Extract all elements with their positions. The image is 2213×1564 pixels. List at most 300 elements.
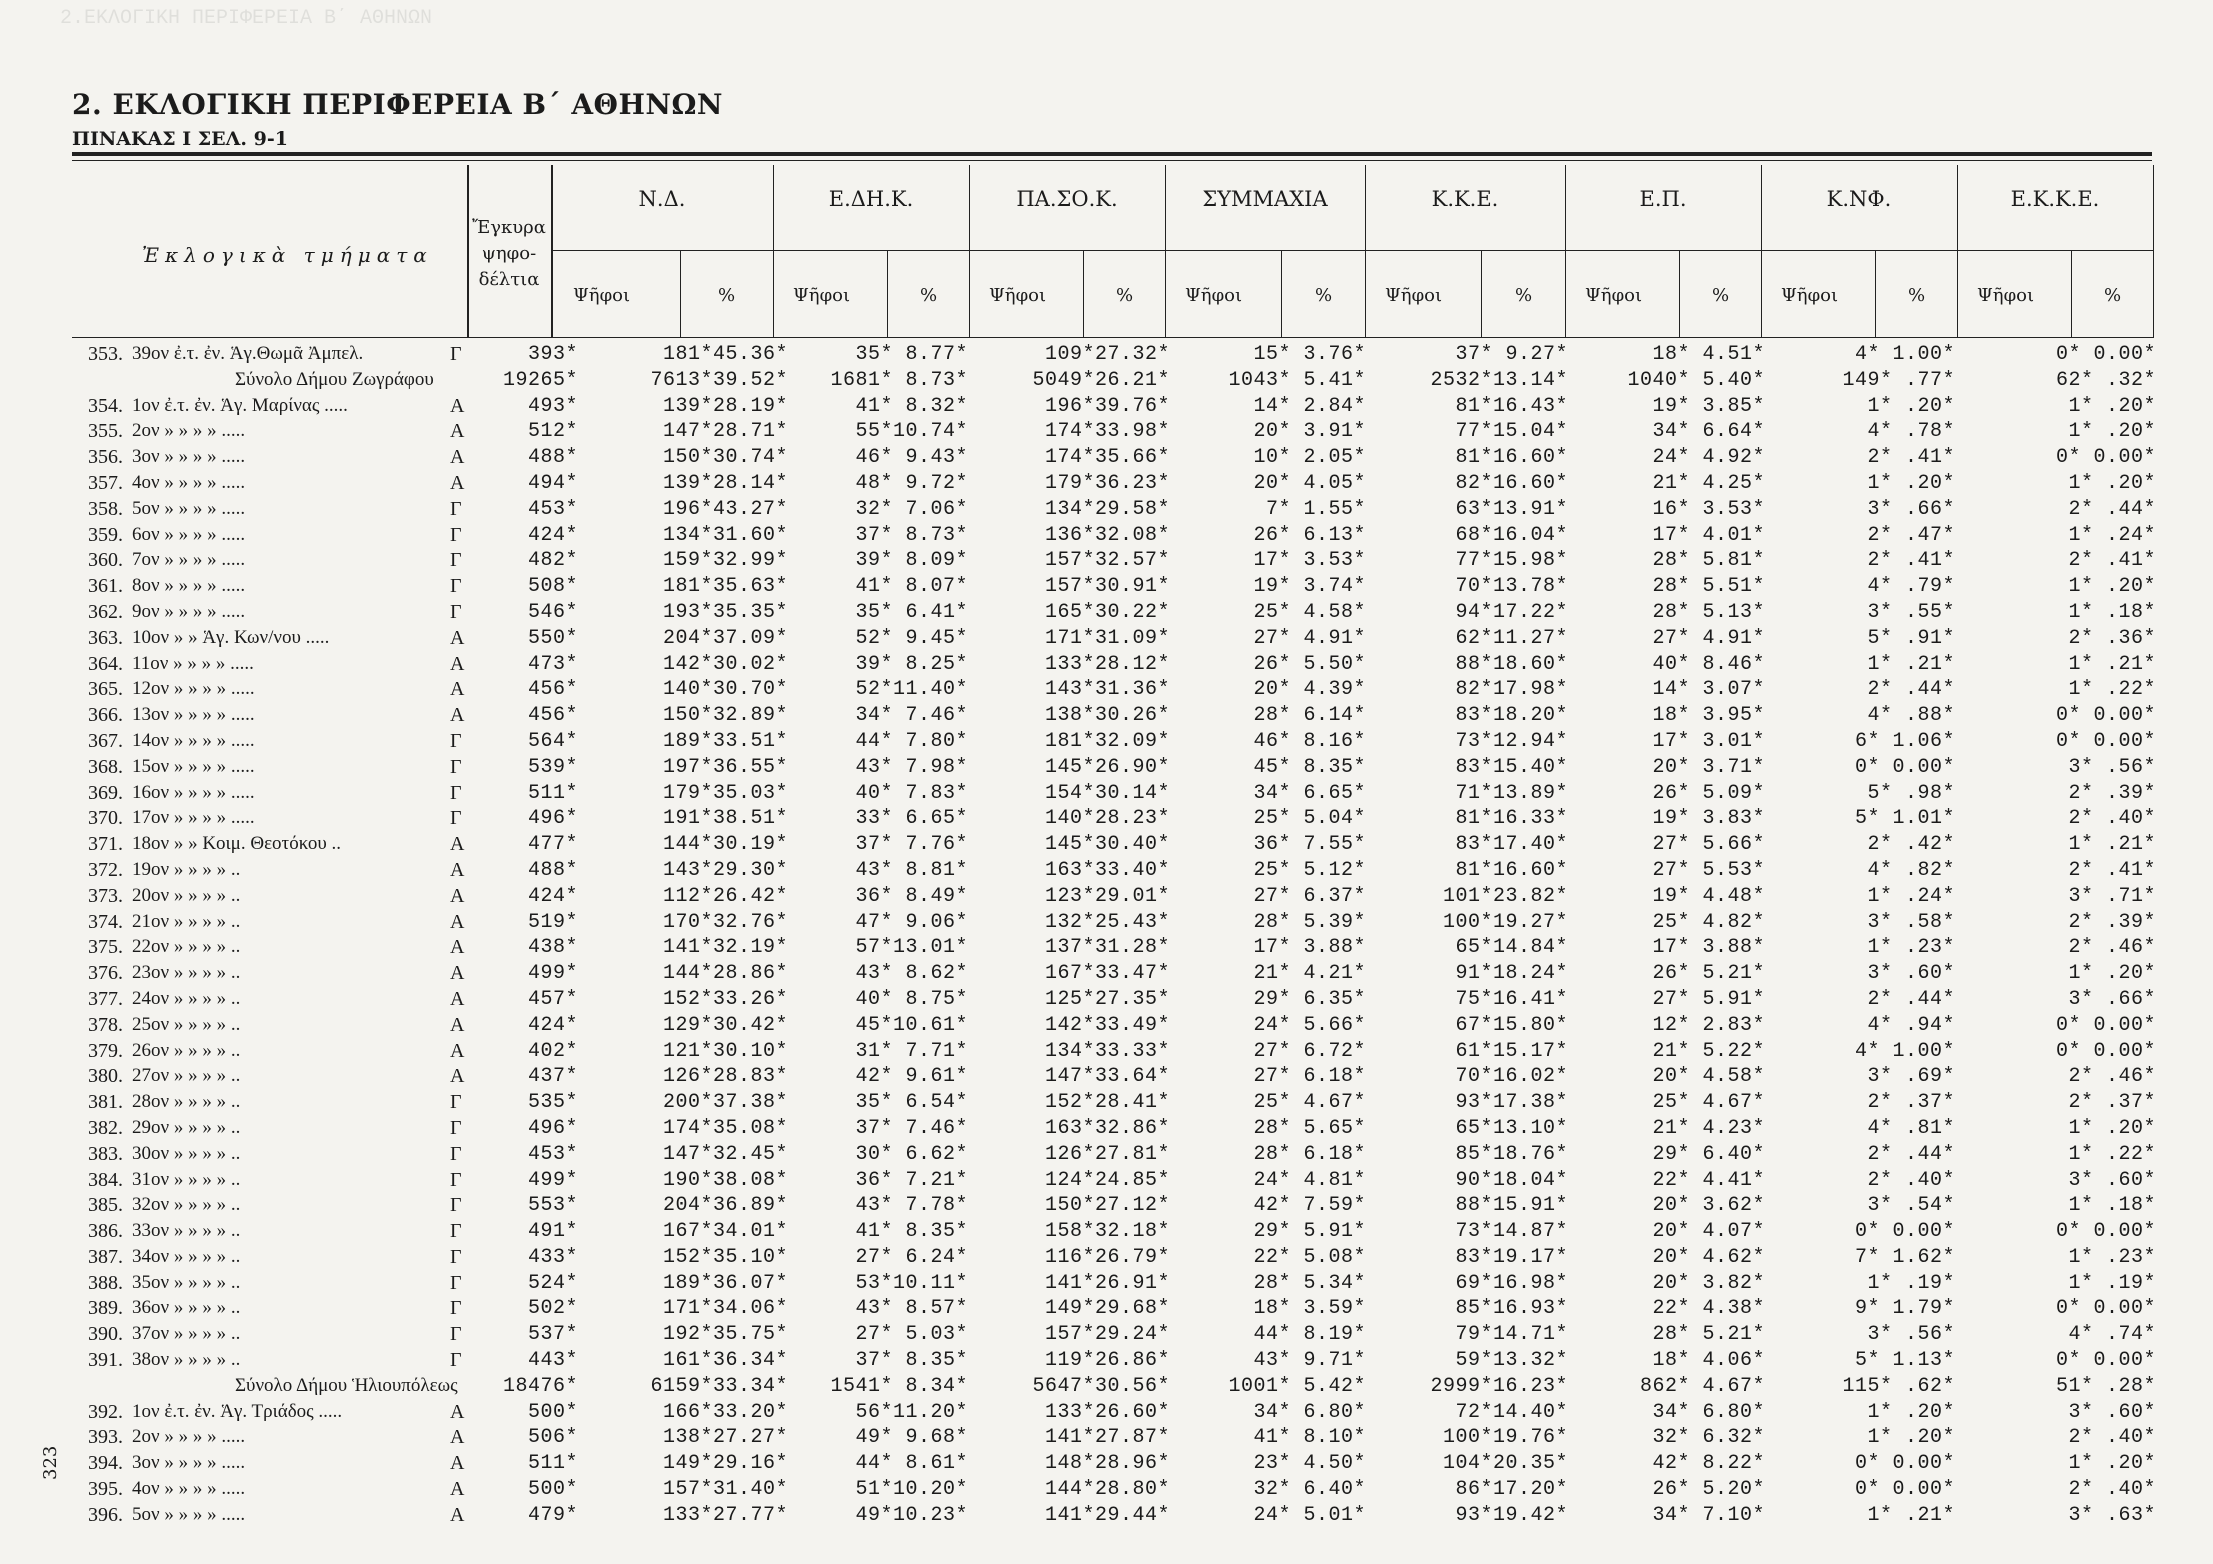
precinct-type: Γ <box>450 1323 462 1346</box>
percent-label: % <box>920 285 938 306</box>
party-header <box>969 165 1166 338</box>
cell-kke: 37* 9.27* <box>1455 343 1568 366</box>
cell-edik: 49* 9.68* <box>855 1426 968 1450</box>
cell-pasok: 138*30.26* <box>1044 704 1170 728</box>
table-row <box>0 574 2213 600</box>
cell-symm: 25* 4.67* <box>1253 1091 1366 1115</box>
cell-pasok: 132*25.43* <box>1044 910 1170 934</box>
precinct-type: Γ <box>450 523 462 546</box>
precinct-label: 2ον » » » » ..... <box>132 420 246 442</box>
cell-nd: 133*27.77* <box>662 1503 788 1527</box>
cell-valid: 500* <box>527 1478 578 1502</box>
row-number: 381. <box>88 1091 123 1114</box>
cell-nd: 129*30.42* <box>662 1013 788 1037</box>
row-number: 385. <box>88 1194 123 1217</box>
precinct-label: 4ον » » » » ..... <box>132 1478 246 1500</box>
cell-valid: 491* <box>527 1220 578 1244</box>
cell-symm: 17* 3.88* <box>1253 936 1366 960</box>
cell-symm: 29* 6.35* <box>1253 987 1366 1011</box>
cell-nd: 147*28.71* <box>662 420 788 444</box>
cell-ekke: 2* .37* <box>2068 1091 2156 1115</box>
cell-symm: 17* 3.53* <box>1253 549 1366 573</box>
precinct-label: 4ον » » » » ..... <box>132 471 246 493</box>
cell-kke: 70*13.78* <box>1455 575 1568 599</box>
cell-ep: 18* 4.51* <box>1652 343 1765 366</box>
precinct-label: 34ον » » » » .. <box>132 1245 241 1267</box>
precinct-type: Α <box>450 987 465 1010</box>
cell-kke: 77*15.98* <box>1455 549 1568 573</box>
precinct-type: Γ <box>450 575 462 598</box>
cell-ekke: 1* .20* <box>2068 962 2156 986</box>
row-number: 376. <box>88 962 123 985</box>
cell-ekke: 1* .20* <box>2068 420 2156 444</box>
precinct-label: 25ον » » » » .. <box>132 1013 241 1035</box>
cell-symm: 10* 2.05* <box>1253 446 1366 470</box>
party-name: Κ.Κ.Ε. <box>1431 187 1499 211</box>
table-row <box>0 419 2213 445</box>
table-row <box>0 1193 2213 1219</box>
cell-symm: 28* 6.18* <box>1253 1142 1366 1166</box>
cell-kke: 72*14.40* <box>1455 1400 1568 1424</box>
cell-ep: 19* 3.83* <box>1652 807 1765 831</box>
votes-label: Ψῆφοι <box>1385 285 1443 306</box>
cell-knf: 4* .82* <box>1867 858 1955 882</box>
cell-pasok: 141*26.91* <box>1044 1271 1170 1295</box>
cell-ekke: 1* .20* <box>2068 1452 2156 1476</box>
precinct-label: 1ον ἐ.τ. ἐν. Ἁγ. Τριάδος ..... <box>132 1400 343 1422</box>
cell-kke: 82*16.60* <box>1455 471 1568 495</box>
cell-edik: 43* 8.57* <box>855 1297 968 1321</box>
cell-pasok: 158*32.18* <box>1044 1220 1170 1244</box>
cell-symm: 14* 2.84* <box>1253 394 1366 418</box>
cell-knf: 3* .58* <box>1867 910 1955 934</box>
votes-label: Ψῆφοι <box>989 285 1047 306</box>
cell-edik: 52*11.40* <box>855 678 968 702</box>
cell-nd: 189*36.07* <box>662 1271 788 1295</box>
cell-ep: 22* 4.38* <box>1652 1297 1765 1321</box>
cell-kke: 81*16.33* <box>1455 807 1568 831</box>
cell-pasok: 163*33.40* <box>1044 858 1170 882</box>
cell-knf: 0* 0.00* <box>1854 755 1955 779</box>
cell-ep: 34* 7.10* <box>1652 1503 1765 1527</box>
cell-ekke: 3* .66* <box>2068 987 2156 1011</box>
cell-ep: 19* 4.48* <box>1652 884 1765 908</box>
cell-ep: 16* 3.53* <box>1652 497 1765 521</box>
precinct-label: 13ον » » » » ..... <box>132 704 255 726</box>
cell-nd: 7613*39.52* <box>650 368 788 392</box>
valid-ballots-column-header <box>467 165 553 338</box>
cell-ekke: 0* 0.00* <box>2055 1349 2156 1373</box>
cell-ekke: 0* 0.00* <box>2055 1013 2156 1037</box>
row-number: 359. <box>88 523 123 546</box>
cell-ekke: 1* .18* <box>2068 600 2156 624</box>
cell-nd: 112*26.42* <box>662 884 788 908</box>
cell-symm: 46* 8.16* <box>1253 729 1366 753</box>
row-number: 380. <box>88 1065 123 1088</box>
cell-kke: 73*12.94* <box>1455 729 1568 753</box>
cell-kke: 67*15.80* <box>1455 1013 1568 1037</box>
cell-ekke: 62* .32* <box>2055 368 2156 392</box>
votes-label: Ψῆφοι <box>1585 285 1643 306</box>
cell-kke: 83*19.17* <box>1455 1245 1568 1269</box>
cell-symm: 28* 5.65* <box>1253 1116 1366 1140</box>
precinct-label: 19ον » » » » .. <box>132 858 241 880</box>
row-number: 395. <box>88 1478 123 1501</box>
table-row <box>0 1322 2213 1348</box>
cell-pasok: 134*33.33* <box>1044 1039 1170 1063</box>
cell-symm: 28* 5.39* <box>1253 910 1366 934</box>
cell-ekke: 2* .39* <box>2068 910 2156 934</box>
cell-kke: 73*14.87* <box>1455 1220 1568 1244</box>
cell-valid: 477* <box>527 833 578 857</box>
precinct-label: 38ον » » » » .. <box>132 1349 241 1371</box>
table-row <box>0 1425 2213 1451</box>
cell-ekke: 0* 0.00* <box>2055 1220 2156 1244</box>
table-row <box>0 1090 2213 1116</box>
cell-edik: 51*10.20* <box>855 1478 968 1502</box>
votes-label: Ψῆφοι <box>573 285 631 306</box>
precinct-label: 12ον » » » » ..... <box>132 678 255 700</box>
percent-label: % <box>1712 285 1730 306</box>
cell-symm: 24* 5.66* <box>1253 1013 1366 1037</box>
cell-edik: 42* 9.61* <box>855 1065 968 1089</box>
party-name: Κ.ΝΦ. <box>1826 187 1892 211</box>
cell-kke: 85*16.93* <box>1455 1297 1568 1321</box>
table-row <box>0 445 2213 471</box>
cell-ekke: 2* .41* <box>2068 858 2156 882</box>
precinct-type: Γ <box>450 1116 462 1139</box>
cell-valid: 511* <box>527 781 578 805</box>
cell-kke: 70*16.02* <box>1455 1065 1568 1089</box>
cell-ep: 27* 5.53* <box>1652 858 1765 882</box>
cell-ep: 17* 3.88* <box>1652 936 1765 960</box>
cell-kke: 94*17.22* <box>1455 600 1568 624</box>
cell-ep: 29* 6.40* <box>1652 1142 1765 1166</box>
row-number: 369. <box>88 781 123 804</box>
cell-edik: 57*13.01* <box>855 936 968 960</box>
cell-kke: 79*14.71* <box>1455 1323 1568 1347</box>
cell-symm: 22* 5.08* <box>1253 1245 1366 1269</box>
table-row <box>0 626 2213 652</box>
votes-label: Ψῆφοι <box>1977 285 2035 306</box>
cell-ep: 17* 3.01* <box>1652 729 1765 753</box>
cell-knf: 4* .81* <box>1867 1116 1955 1140</box>
cell-pasok: 157*32.57* <box>1044 549 1170 573</box>
row-number: 393. <box>88 1426 123 1449</box>
party-name: ΣΥΜΜΑΧΙΑ <box>1202 187 1328 211</box>
cell-kke: 88*18.60* <box>1455 652 1568 676</box>
precinct-label: Σύνολο Δήμου Ἡλιουπόλεως <box>235 1374 458 1396</box>
cell-symm: 1001* 5.42* <box>1228 1374 1366 1398</box>
cell-symm: 32* 6.40* <box>1253 1478 1366 1502</box>
precinct-label: 24ον » » » » .. <box>132 987 241 1009</box>
cell-ep: 20* 3.71* <box>1652 755 1765 779</box>
cell-edik: 47* 9.06* <box>855 910 968 934</box>
precinct-label: 31ον » » » » .. <box>132 1168 241 1190</box>
cell-symm: 20* 3.91* <box>1253 420 1366 444</box>
cell-ep: 27* 5.66* <box>1652 833 1765 857</box>
table-row <box>0 1064 2213 1090</box>
cell-pasok: 140*28.23* <box>1044 807 1170 831</box>
cell-kke: 65*13.10* <box>1455 1116 1568 1140</box>
cell-valid: 19265* <box>502 368 578 392</box>
cell-kke: 90*18.04* <box>1455 1168 1568 1192</box>
cell-knf: 0* 0.00* <box>1854 1220 1955 1244</box>
cell-kke: 93*17.38* <box>1455 1091 1568 1115</box>
cell-ekke: 2* .44* <box>2068 497 2156 521</box>
cell-ekke: 3* .56* <box>2068 755 2156 779</box>
cell-nd: 6159*33.34* <box>650 1374 788 1398</box>
table-row <box>0 858 2213 884</box>
precinct-type: Α <box>450 471 465 494</box>
precinct-label: 8ον » » » » ..... <box>132 575 246 597</box>
cell-ekke: 1* .20* <box>2068 1116 2156 1140</box>
precinct-label: Σύνολο Δήμου Ζωγράφου <box>235 368 434 390</box>
cell-valid: 493* <box>527 394 578 418</box>
cell-nd: 149*29.16* <box>662 1452 788 1476</box>
cell-nd: 142*30.02* <box>662 652 788 676</box>
cell-knf: 2* .41* <box>1867 549 1955 573</box>
cell-valid: 453* <box>527 1142 578 1166</box>
cell-edik: 41* 8.07* <box>855 575 968 599</box>
cell-kke: 83*17.40* <box>1455 833 1568 857</box>
cell-symm: 34* 6.80* <box>1253 1400 1366 1424</box>
cell-ekke: 1* .19* <box>2068 1271 2156 1295</box>
table-row <box>0 703 2213 729</box>
cell-valid: 443* <box>527 1349 578 1373</box>
party-name: Ε.Κ.Κ.Ε. <box>2010 187 2100 211</box>
table-row <box>0 1168 2213 1194</box>
table-row <box>0 342 2213 368</box>
cell-pasok: 143*31.36* <box>1044 678 1170 702</box>
precinct-label: 20ον » » » » .. <box>132 884 241 906</box>
cell-symm: 41* 8.10* <box>1253 1426 1366 1450</box>
cell-ep: 21* 4.25* <box>1652 471 1765 495</box>
cell-ep: 20* 3.62* <box>1652 1194 1765 1218</box>
cell-valid: 506* <box>527 1426 578 1450</box>
cell-edik: 37* 7.46* <box>855 1116 968 1140</box>
cell-kke: 81*16.60* <box>1455 858 1568 882</box>
cell-kke: 63*13.91* <box>1455 497 1568 521</box>
table-subtitle: ΠΙΝΑΚΑΣ Ι ΣΕΛ. 9-1 <box>72 128 288 150</box>
cell-nd: 161*36.34* <box>662 1349 788 1373</box>
cell-knf: 1* .20* <box>1867 1400 1955 1424</box>
cell-kke: 85*18.76* <box>1455 1142 1568 1166</box>
cell-pasok: 144*28.80* <box>1044 1478 1170 1502</box>
cell-knf: 1* .23* <box>1867 936 1955 960</box>
precinct-label: 33ον » » » » .. <box>132 1220 241 1242</box>
cell-edik: 39* 8.09* <box>855 549 968 573</box>
cell-ep: 20* 4.07* <box>1652 1220 1765 1244</box>
cell-edik: 40* 7.83* <box>855 781 968 805</box>
party-name: Ε.ΔΗ.Κ. <box>828 187 914 211</box>
cell-knf: 2* .44* <box>1867 987 1955 1011</box>
cell-nd: 189*33.51* <box>662 729 788 753</box>
cell-pasok: 123*29.01* <box>1044 884 1170 908</box>
cell-ep: 17* 4.01* <box>1652 523 1765 547</box>
cell-ekke: 1* .23* <box>2068 1245 2156 1269</box>
votes-label: Ψῆφοι <box>793 285 851 306</box>
cell-nd: 134*31.60* <box>662 523 788 547</box>
cell-ekke: 1* .20* <box>2068 575 2156 599</box>
cell-knf: 2* .47* <box>1867 523 1955 547</box>
cell-knf: 1* .24* <box>1867 884 1955 908</box>
cell-edik: 31* 7.71* <box>855 1039 968 1063</box>
cell-edik: 27* 6.24* <box>855 1245 968 1269</box>
cell-ep: 22* 4.41* <box>1652 1168 1765 1192</box>
cell-symm: 7* 1.55* <box>1265 497 1366 521</box>
table-row <box>0 755 2213 781</box>
cell-kke: 86*17.20* <box>1455 1478 1568 1502</box>
cell-knf: 4* 1.00* <box>1854 343 1955 366</box>
cell-nd: 140*30.70* <box>662 678 788 702</box>
cell-symm: 21* 4.21* <box>1253 962 1366 986</box>
subtotal-row <box>0 368 2213 394</box>
cell-knf: 6* 1.06* <box>1854 729 1955 753</box>
party-header <box>1165 165 1366 338</box>
cell-ekke: 3* .60* <box>2068 1400 2156 1424</box>
cell-knf: 1* .19* <box>1867 1271 1955 1295</box>
table-row <box>0 987 2213 1013</box>
precinct-type: Γ <box>450 497 462 520</box>
precinct-type: Α <box>450 1065 465 1088</box>
precinct-type: Γ <box>450 549 462 572</box>
cell-edik: 43* 8.81* <box>855 858 968 882</box>
cell-symm: 28* 6.14* <box>1253 704 1366 728</box>
cell-pasok: 154*30.14* <box>1044 781 1170 805</box>
cell-knf: 5* 1.01* <box>1854 807 1955 831</box>
cell-knf: 4* .88* <box>1867 704 1955 728</box>
cell-pasok: 163*32.86* <box>1044 1116 1170 1140</box>
cell-knf: 5* .98* <box>1867 781 1955 805</box>
precinct-label: 29ον » » » » .. <box>132 1116 241 1138</box>
cell-kke: 88*15.91* <box>1455 1194 1568 1218</box>
table-row <box>0 1013 2213 1039</box>
cell-knf: 0* 0.00* <box>1854 1478 1955 1502</box>
cell-symm: 25* 5.04* <box>1253 807 1366 831</box>
precinct-type: Α <box>450 446 465 469</box>
precinct-type: Γ <box>450 1142 462 1165</box>
table-row <box>0 1039 2213 1065</box>
cell-nd: 138*27.27* <box>662 1426 788 1450</box>
cell-valid: 550* <box>527 626 578 650</box>
cell-nd: 204*36.89* <box>662 1194 788 1218</box>
cell-kke: 100*19.76* <box>1442 1426 1568 1450</box>
cell-valid: 512* <box>527 420 578 444</box>
percent-label: % <box>1515 285 1533 306</box>
cell-edik: 35* 8.77* <box>855 343 968 366</box>
row-number: 386. <box>88 1220 123 1243</box>
precinct-type: Γ <box>450 1194 462 1217</box>
cell-valid: 499* <box>527 962 578 986</box>
table-row <box>0 781 2213 807</box>
row-number: 389. <box>88 1297 123 1320</box>
cell-nd: 167*34.01* <box>662 1220 788 1244</box>
cell-valid: 496* <box>527 807 578 831</box>
cell-ep: 34* 6.80* <box>1652 1400 1765 1424</box>
precinct-type: Α <box>450 1503 465 1526</box>
row-number: 383. <box>88 1142 123 1165</box>
cell-knf: 2* .42* <box>1867 833 1955 857</box>
cell-symm: 34* 6.65* <box>1253 781 1366 805</box>
precinct-label: 18ον » » Κοιμ. Θεοτόκου .. <box>132 833 342 855</box>
cell-kke: 100*19.27* <box>1442 910 1568 934</box>
table-row <box>0 1348 2213 1374</box>
cell-edik: 37* 8.35* <box>855 1349 968 1373</box>
cell-pasok: 145*30.40* <box>1044 833 1170 857</box>
cell-symm: 45* 8.35* <box>1253 755 1366 779</box>
cell-ep: 1040* 5.40* <box>1627 368 1765 392</box>
precinct-type: Γ <box>450 1220 462 1243</box>
cell-edik: 1681* 8.73* <box>830 368 968 392</box>
precinct-type: Α <box>450 394 465 417</box>
precinct-type: Γ <box>450 343 462 365</box>
precinct-label: 14ον » » » » ..... <box>132 729 255 751</box>
table-row <box>0 1477 2213 1503</box>
cell-nd: 174*35.08* <box>662 1116 788 1140</box>
cell-ep: 25* 4.67* <box>1652 1091 1765 1115</box>
cell-pasok: 148*28.96* <box>1044 1452 1170 1476</box>
cell-valid: 437* <box>527 1065 578 1089</box>
cell-knf: 1* .20* <box>1867 1426 1955 1450</box>
cell-symm: 20* 4.05* <box>1253 471 1366 495</box>
valid-label-line-1: Ἔγκυρα <box>472 217 546 238</box>
cell-pasok: 174*35.66* <box>1044 446 1170 470</box>
cell-nd: 171*34.06* <box>662 1297 788 1321</box>
table-row <box>0 806 2213 832</box>
bleed-through-text: 2.ΕΚΛΟΓΙΚΗ ΠΕΡΙΦΕΡΕΙΑ Β΄ ΑΘΗΝΩΝ <box>60 8 433 30</box>
cell-symm: 15* 3.76* <box>1253 343 1366 366</box>
party-header <box>773 165 970 338</box>
cell-ep: 21* 5.22* <box>1652 1039 1765 1063</box>
cell-nd: 193*35.35* <box>662 600 788 624</box>
cell-edik: 41* 8.35* <box>855 1220 968 1244</box>
row-number: 362. <box>88 600 123 623</box>
cell-pasok: 152*28.41* <box>1044 1091 1170 1115</box>
row-number: 371. <box>88 833 123 856</box>
precinct-type: Α <box>450 936 465 959</box>
table-row <box>0 1245 2213 1271</box>
precinct-column-header <box>72 165 469 338</box>
cell-edik: 37* 7.76* <box>855 833 968 857</box>
cell-knf: 3* .56* <box>1867 1323 1955 1347</box>
cell-valid: 479* <box>527 1503 578 1527</box>
cell-nd: 144*30.19* <box>662 833 788 857</box>
cell-valid: 511* <box>527 1452 578 1476</box>
cell-nd: 139*28.19* <box>662 394 788 418</box>
cell-edik: 49*10.23* <box>855 1503 968 1527</box>
party-header <box>1957 165 2154 338</box>
cell-pasok: 142*33.49* <box>1044 1013 1170 1037</box>
cell-valid: 539* <box>527 755 578 779</box>
cell-ekke: 0* 0.00* <box>2055 729 2156 753</box>
cell-edik: 45*10.61* <box>855 1013 968 1037</box>
cell-edik: 43* 8.62* <box>855 962 968 986</box>
cell-ep: 19* 3.85* <box>1652 394 1765 418</box>
cell-ep: 28* 5.13* <box>1652 600 1765 624</box>
cell-valid: 553* <box>527 1194 578 1218</box>
row-number: 377. <box>88 987 123 1010</box>
cell-ep: 21* 4.23* <box>1652 1116 1765 1140</box>
precinct-type: Α <box>450 1478 465 1501</box>
cell-knf: 3* .69* <box>1867 1065 1955 1089</box>
precinct-label: 5ον » » » » ..... <box>132 497 246 519</box>
cell-valid: 535* <box>527 1091 578 1115</box>
cell-pasok: 136*32.08* <box>1044 523 1170 547</box>
precinct-type: Α <box>450 833 465 856</box>
cell-symm: 26* 6.13* <box>1253 523 1366 547</box>
cell-pasok: 141*29.44* <box>1044 1503 1170 1527</box>
